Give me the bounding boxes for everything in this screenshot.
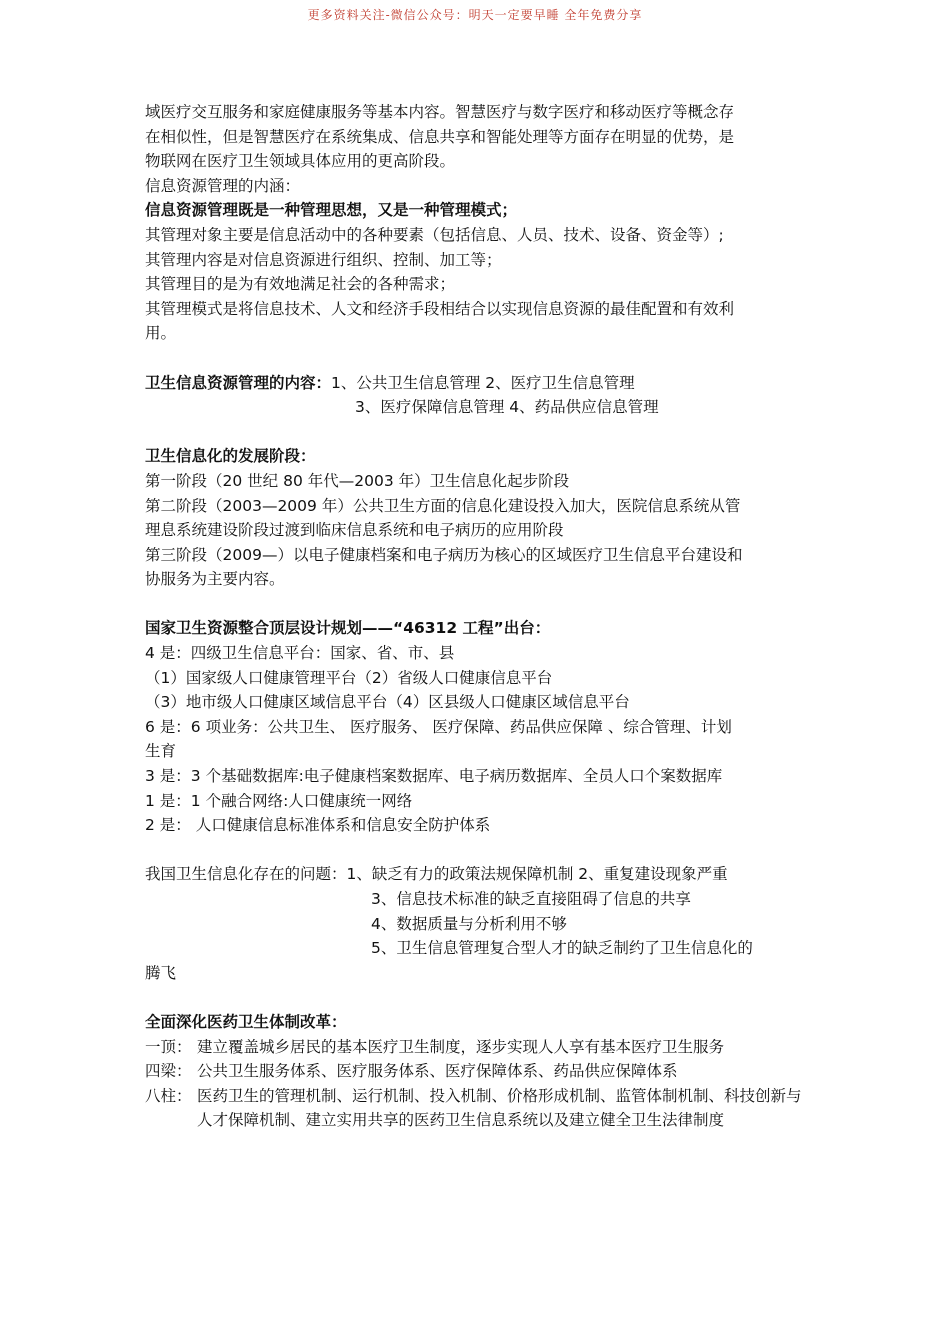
project-title: 国家卫生资源整合顶层设计规划——“46312 工程”出台： — [145, 619, 551, 638]
project-line-1: 1 是：1 个融合网络:人口健康统一网络 — [145, 791, 413, 810]
problems-item-1-2: 1、缺乏有力的政策法规保障机制 2、重复建设现象严重 — [346, 865, 728, 884]
reform-item-beams — [145, 1059, 813, 1084]
stage-3-cont: 协服务为主要内容。 — [145, 570, 285, 589]
problems-item-5: 5、卫生信息管理复合型人才的缺乏制约了卫生信息化的 — [371, 939, 753, 958]
reform-item-pillars — [145, 1084, 813, 1133]
problems-label: 我国卫生信息化存在的问题： — [145, 865, 347, 884]
reform-item-text: 公共卫生服务体系、医疗服务体系、医疗保障体系、药品供应保障体系 — [197, 1062, 678, 1081]
problems-item-3: 3、信息技术标准的缺乏直接阻碍了信息的共享 — [371, 890, 691, 908]
project-platforms-1: （1）国家级人口健康管理平台（2）省级人口健康信息平台 — [145, 668, 553, 687]
problems-item-4: 4、数据质量与分析利用不够 — [371, 914, 567, 933]
project-line-6-cont: 生育 — [145, 742, 177, 761]
stage-2-cont: 理息系统建设阶段过渡到临床信息系统和电子病历的应用阶段 — [145, 521, 564, 540]
stages-title: 卫生信息化的发展阶段： — [145, 447, 316, 466]
irm-title: 信息资源管理的内涵： — [145, 176, 301, 195]
project-line-4: 4 是：四级卫生信息平台：国家、省、市、县 — [145, 644, 455, 663]
project-platforms-2: （3）地市级人口健康区域信息平台（4）区县级人口健康区域信息平台 — [145, 693, 630, 712]
irm-bold-statement: 信息资源管理既是一种管理思想，又是一种管理模式； — [145, 201, 518, 220]
stage-1: 第一阶段（20 世纪 80 年代—2003 年）卫生信息化起步阶段 — [145, 471, 570, 490]
spacer — [145, 346, 813, 371]
reform-title: 全面深化医药卫生体制改革： — [145, 1012, 347, 1031]
reform-item-label: 八柱： — [145, 1086, 192, 1105]
reform-item-text: 建立覆盖城乡居民的基本医疗卫生制度，逐步实现人人享有基本医疗卫生服务 — [197, 1037, 725, 1056]
intro-line-1: 域医疗交互服务和家庭健康服务等基本内容。智慧医疗与数字医疗和移动医疗等概念存 — [145, 103, 735, 121]
spacer — [145, 420, 813, 445]
stage-3: 第三阶段（2009—）以电子健康档案和电子病历为核心的区域医疗卫生信息平台建设和 — [145, 545, 743, 564]
project-line-3: 3 是：3 个基础数据库:电子健康档案数据库、电子病历数据库、全员人口个案数据库 — [145, 767, 723, 786]
spacer — [145, 838, 813, 863]
stage-2: 第二阶段（2003—2009 年）公共卫生方面的信息化建设投入加大，医院信息系统从管 — [145, 496, 741, 515]
reform-item-label: 四梁： — [145, 1062, 192, 1081]
problems-tail: 腾飞 — [145, 963, 177, 982]
irm-line-content: 其管理内容是对信息资源进行组织、控制、加工等； — [145, 250, 502, 269]
project-line-2: 2 是： 人口健康信息标准体系和信息安全防护体系 — [145, 816, 491, 835]
spacer — [145, 985, 813, 1010]
document-body — [145, 100, 813, 1133]
problems-line-1 — [145, 862, 813, 887]
irm-line-mode-cont: 用。 — [145, 324, 177, 343]
header-banner: 更多资料关注-微信公众号：明天一定要早睡 全年免费分享 — [307, 8, 643, 22]
spacer — [145, 592, 813, 617]
health-irm-items-1: 1、公共卫生信息管理 2、医疗卫生信息管理 — [331, 373, 635, 392]
project-line-6: 6 是：6 项业务：公共卫生、 医疗服务、 医疗保障、药品供应保障 、综合管理、计划 — [145, 717, 732, 736]
intro-line-3: 物联网在医疗卫生领域具体应用的更高阶段。 — [145, 152, 456, 171]
irm-line-object: 其管理对象主要是信息活动中的各种要素（包括信息、人员、技术、设备、资金等）; — [145, 225, 724, 244]
health-irm-label: 卫生信息资源管理的内容： — [145, 373, 332, 392]
reform-item-text: 医药卫生的管理机制、运行机制、投入机制、价格形成机制、监管体制机制、科技创新与人才保障机制、建立实用共享的医药卫生信息系统以及建立健全卫生法律制度 — [197, 1086, 802, 1130]
reform-item-roof — [145, 1035, 813, 1060]
intro-line-2: 在相似性，但是智慧医疗在系统集成、信息共享和智能处理等方面存在明显的优势，是 — [145, 127, 735, 146]
irm-line-mode: 其管理模式是将信息技术、人文和经济手段相结合以实现信息资源的最佳配置和有效利 — [145, 299, 735, 318]
irm-line-purpose: 其管理目的是为有效地满足社会的各种需求； — [145, 275, 456, 294]
health-irm-items-2: 3、医疗保障信息管理 4、药品供应信息管理 — [355, 398, 659, 417]
reform-item-label: 一顶： — [145, 1037, 192, 1056]
health-irm-line-1 — [145, 371, 813, 396]
